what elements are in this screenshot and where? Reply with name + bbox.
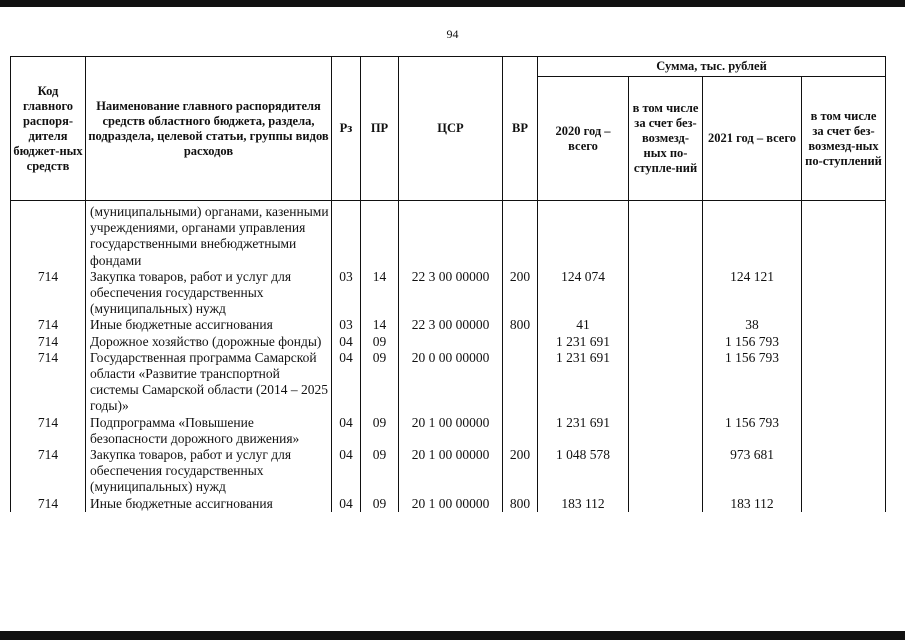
table-row [11,447,886,496]
cell-code [11,201,86,269]
cell-2021-total: 1 156 793 [703,350,802,415]
cell-2020-incl [629,317,703,333]
header-code: Код главного распоря-дителя бюджет-ных средств [11,57,86,201]
cell-csr [399,334,503,350]
header-2021-total: 2021 год – всего [703,77,802,201]
cell-pr [361,201,399,269]
cell-rz [332,201,361,269]
cell-vr [503,415,538,447]
cell-rz: 03 [332,317,361,333]
cell-csr: 20 0 00 00000 [399,350,503,415]
cell-vr: 800 [503,317,538,333]
table-row [11,334,886,350]
cell-2021-incl [802,415,886,447]
cell-pr: 09 [361,447,399,496]
cell-2021-incl [802,447,886,496]
header-csr: ЦСР [399,57,503,201]
cell-2020-total: 183 112 [538,496,629,512]
cell-2021-total: 1 156 793 [703,334,802,350]
cell-csr: 20 1 00 00000 [399,415,503,447]
top-border-bar [0,0,905,7]
header-2021-incl: в том числе за счет без-возмезд-ных по-ступлений [802,77,886,201]
cell-rz: 04 [332,415,361,447]
cell-code: 714 [11,447,86,496]
cell-2020-incl [629,350,703,415]
cell-2020-incl [629,201,703,269]
cell-pr: 09 [361,496,399,512]
cell-2021-total: 124 121 [703,269,802,318]
cell-2020-incl [629,269,703,318]
cell-2020-total: 1 231 691 [538,350,629,415]
cell-name: Иные бюджетные ассигнования [86,317,332,333]
cell-2020-incl [629,447,703,496]
cell-2020-total [538,201,629,269]
header-rz: Рз [332,57,361,201]
cell-pr: 09 [361,350,399,415]
cell-csr: 22 3 00 00000 [399,317,503,333]
header-2020-total: 2020 год – всего [538,77,629,201]
cell-2020-total: 124 074 [538,269,629,318]
cell-name: Государственная программа Самарской области «Развитие транспортной системы Самарской области (2014 – 2025 годы)» [86,350,332,415]
header-2020-incl: в том числе за счет без-возмезд-ных по-ступле-ний [629,77,703,201]
cell-name: Иные бюджетные ассигнования [86,496,332,512]
cell-name: (муниципальными) органами, казенными учреждениями, органами управления государственными внебюджетными фондами [86,201,332,269]
table-row [11,496,886,512]
cell-csr: 20 1 00 00000 [399,447,503,496]
cell-2020-total: 41 [538,317,629,333]
table-row [11,201,886,269]
cell-2021-total [703,201,802,269]
cell-code: 714 [11,269,86,318]
cell-csr: 22 3 00 00000 [399,269,503,318]
cell-2021-total: 183 112 [703,496,802,512]
cell-2021-incl [802,269,886,318]
cell-code: 714 [11,317,86,333]
cell-rz: 04 [332,350,361,415]
cell-vr [503,350,538,415]
cell-2020-total: 1 231 691 [538,334,629,350]
cell-rz: 04 [332,334,361,350]
cell-vr [503,201,538,269]
cell-name: Закупка товаров, работ и услуг для обеспечения государственных (муниципальных) нужд [86,447,332,496]
cell-code: 714 [11,350,86,415]
cell-csr: 20 1 00 00000 [399,496,503,512]
cell-2021-total: 38 [703,317,802,333]
cell-2021-total: 1 156 793 [703,415,802,447]
cell-code: 714 [11,496,86,512]
cell-2020-total: 1 231 691 [538,415,629,447]
header-vr: ВР [503,57,538,201]
cell-2021-total: 973 681 [703,447,802,496]
cell-csr [399,201,503,269]
table-row [11,350,886,415]
cell-2020-incl [629,415,703,447]
cell-name: Закупка товаров, работ и услуг для обеспечения государственных (муниципальных) нужд [86,269,332,318]
cell-rz: 04 [332,447,361,496]
page-number: 94 [446,27,459,41]
cell-pr: 14 [361,269,399,318]
table-body [11,201,886,512]
cell-pr: 09 [361,334,399,350]
cell-2021-incl [802,496,886,512]
header-name: Наименование главного распорядителя средств областного бюджета, раздела, подраздела, целевой статьи, группы видов расходов [86,57,332,201]
cell-rz: 03 [332,269,361,318]
cell-vr: 200 [503,269,538,318]
table-row [11,269,886,318]
cell-name: Подпрограмма «Повышение безопасности дорожного движения» [86,415,332,447]
table-row [11,415,886,447]
cell-vr: 800 [503,496,538,512]
header-pr: ПР [361,57,399,201]
cell-code: 714 [11,334,86,350]
cell-rz: 04 [332,496,361,512]
bottom-border-bar [0,631,905,640]
cell-2021-incl [802,201,886,269]
cell-2020-incl [629,496,703,512]
cell-2021-incl [802,334,886,350]
table-row [11,317,886,333]
header-sum: Сумма, тыс. рублей [538,57,886,77]
cell-2021-incl [802,317,886,333]
cell-name: Дорожное хозяйство (дорожные фонды) [86,334,332,350]
cell-2020-incl [629,334,703,350]
cell-code: 714 [11,415,86,447]
cell-2021-incl [802,350,886,415]
cell-pr: 09 [361,415,399,447]
cell-2020-total: 1 048 578 [538,447,629,496]
cell-vr: 200 [503,447,538,496]
budget-table [10,56,886,512]
cell-vr [503,334,538,350]
cell-pr: 14 [361,317,399,333]
